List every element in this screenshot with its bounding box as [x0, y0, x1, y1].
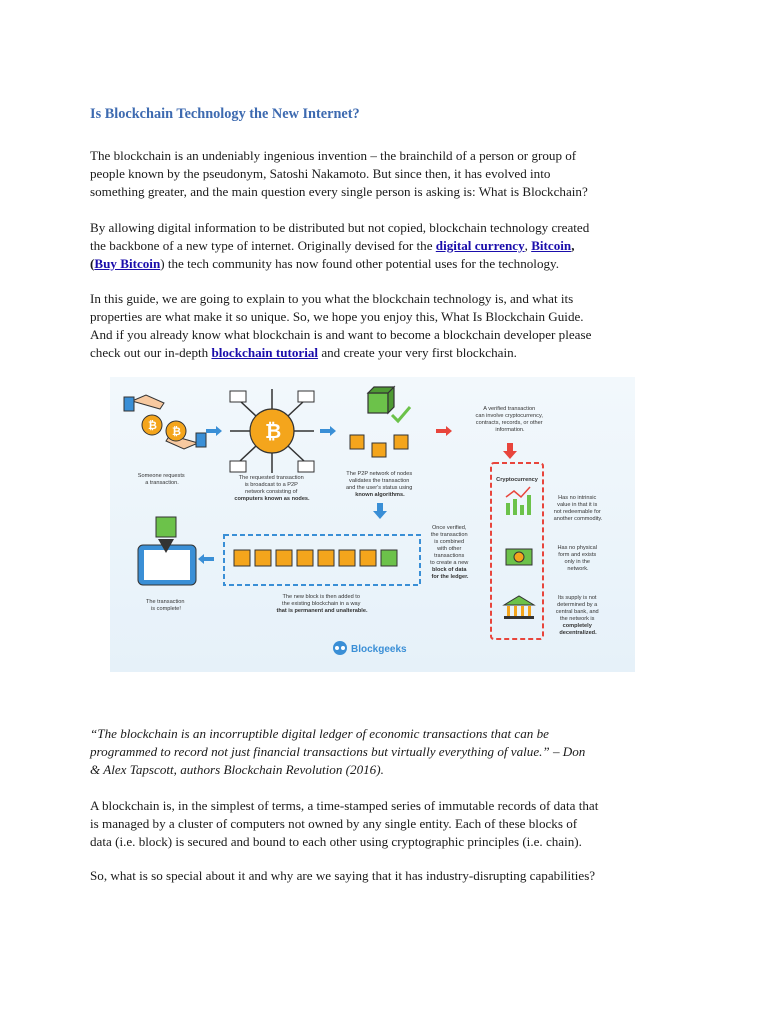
intro-paragraph	[90, 147, 680, 201]
money-icon	[506, 549, 532, 565]
infographic-canvas	[110, 377, 635, 672]
validation-cubes-icon	[350, 387, 410, 457]
quote-line: “The blockchain is an incorruptible digital ledger of economic transactions that can be	[90, 726, 549, 741]
text-line: A blockchain is, in the simplest of terms, a time-stamped series of immutable records of data that	[90, 798, 599, 813]
step2-caption: The requested transaction is broadcast to a P2P network consisting of computers known as nodes.	[234, 475, 310, 502]
quote-line: programmed to record not just financial transactions but virtually everything of value.” – Don	[90, 744, 586, 759]
text-line: (Buy Bitcoin) the tech community has now found other potential uses for the technology.	[90, 256, 560, 271]
step5-caption: Once verified, the transaction is combined with other transactions to create a new block of data for the ledger.	[430, 525, 469, 580]
crypto-note-1: Has no intrinsic value in that it is not redeemable for another commodity.	[553, 495, 603, 522]
step3-caption: The P2P network of nodes validates the transaction and the user's status using known algorithms.	[346, 471, 413, 498]
page-title: Is Blockchain Technology the New Internet?	[90, 106, 360, 122]
text-line: The blockchain is an undeniably ingenious invention – the brainchild of a person or group of	[90, 148, 577, 163]
cryptocurrency-title: Cryptocurrency	[496, 477, 538, 483]
svg-text:₿: ₿	[172, 425, 181, 438]
bitcoin-network-icon	[230, 389, 314, 473]
bitcoin-link[interactable]: Bitcoin	[531, 238, 572, 253]
step1-caption: Someone requests a transaction.	[137, 473, 185, 486]
crypto-note-2: Has no physical form and exists only in the network.	[557, 545, 597, 572]
text-line: data (i.e. block) is secured and bound to each other using cryptographic principles (i.e. chain).	[90, 834, 582, 849]
blockchain-tutorial-link[interactable]: blockchain tutorial	[211, 345, 319, 360]
arrow-down-icon	[503, 443, 517, 459]
crypto-note-3: Its supply is not determined by a central bank, and the network is completely decentralized.	[555, 595, 599, 636]
closing-question: So, what is so special about it and why are we saying that it has industry-disrupting capabilities?	[90, 868, 596, 883]
text-line: And if you already know what blockchain is and want to become a blockchain developer please	[90, 327, 592, 342]
text-line: properties are what make it so unique. So, we hope you enjoy this, What Is Blockchain Guide.	[90, 309, 584, 324]
step6-caption: The new block is then added to the existing blockchain in a way that is permanent and unalterable.	[276, 594, 368, 614]
bank-icon	[504, 596, 534, 619]
arrow-down-icon	[373, 503, 387, 519]
brand-name: Blockgeeks	[351, 644, 407, 655]
text-line: something greater, and the main question every single person is asking is: What is Blockchain?	[90, 184, 588, 199]
buy-bitcoin-link[interactable]: Buy Bitcoin	[94, 256, 161, 271]
phone-complete-icon	[138, 517, 196, 585]
tapscott-quote	[90, 725, 680, 779]
hands-coins-icon	[124, 395, 206, 449]
svg-text:₿: ₿	[265, 419, 282, 443]
arrow-right-icon	[436, 426, 452, 436]
guide-paragraph	[90, 290, 680, 362]
step7-caption: The transaction is complete!	[145, 599, 185, 612]
text-line: check out our in-depth blockchain tutorial and create your very first blockchain.	[90, 345, 517, 360]
quote-line: & Alex Tapscott, authors Blockchain Revolution (2016).	[90, 762, 384, 777]
arrow-right-icon	[320, 426, 336, 436]
digital-info-paragraph	[90, 219, 680, 273]
blockchain-infographic	[110, 377, 635, 672]
arrow-right-icon	[206, 426, 222, 436]
blockgeeks-logo	[333, 641, 347, 655]
text-line: the backbone of a new type of internet. Originally devised for the digital currency, Bitcoin,	[90, 238, 575, 253]
text-line: people known by the pseudonym, Satoshi Nakamoto. But since then, it has evolved into	[90, 166, 551, 181]
block-chain-icon	[234, 550, 397, 566]
bar-chart-icon	[506, 487, 531, 515]
arrow-left-icon	[198, 554, 214, 564]
step4-caption: A verified transaction can involve cryptocurrency, contracts, records, or other information.	[475, 406, 543, 433]
text-line: In this guide, we are going to explain to you what the blockchain technology is, and what its	[90, 291, 574, 306]
definition-paragraph	[90, 797, 680, 851]
text-line: By allowing digital information to be distributed but not copied, blockchain technology created	[90, 220, 590, 235]
text-line: is managed by a cluster of computers not owned by any single entity. Each of these blocks of	[90, 816, 578, 831]
svg-text:₿: ₿	[148, 419, 157, 432]
digital-currency-link[interactable]: digital currency	[435, 238, 525, 253]
